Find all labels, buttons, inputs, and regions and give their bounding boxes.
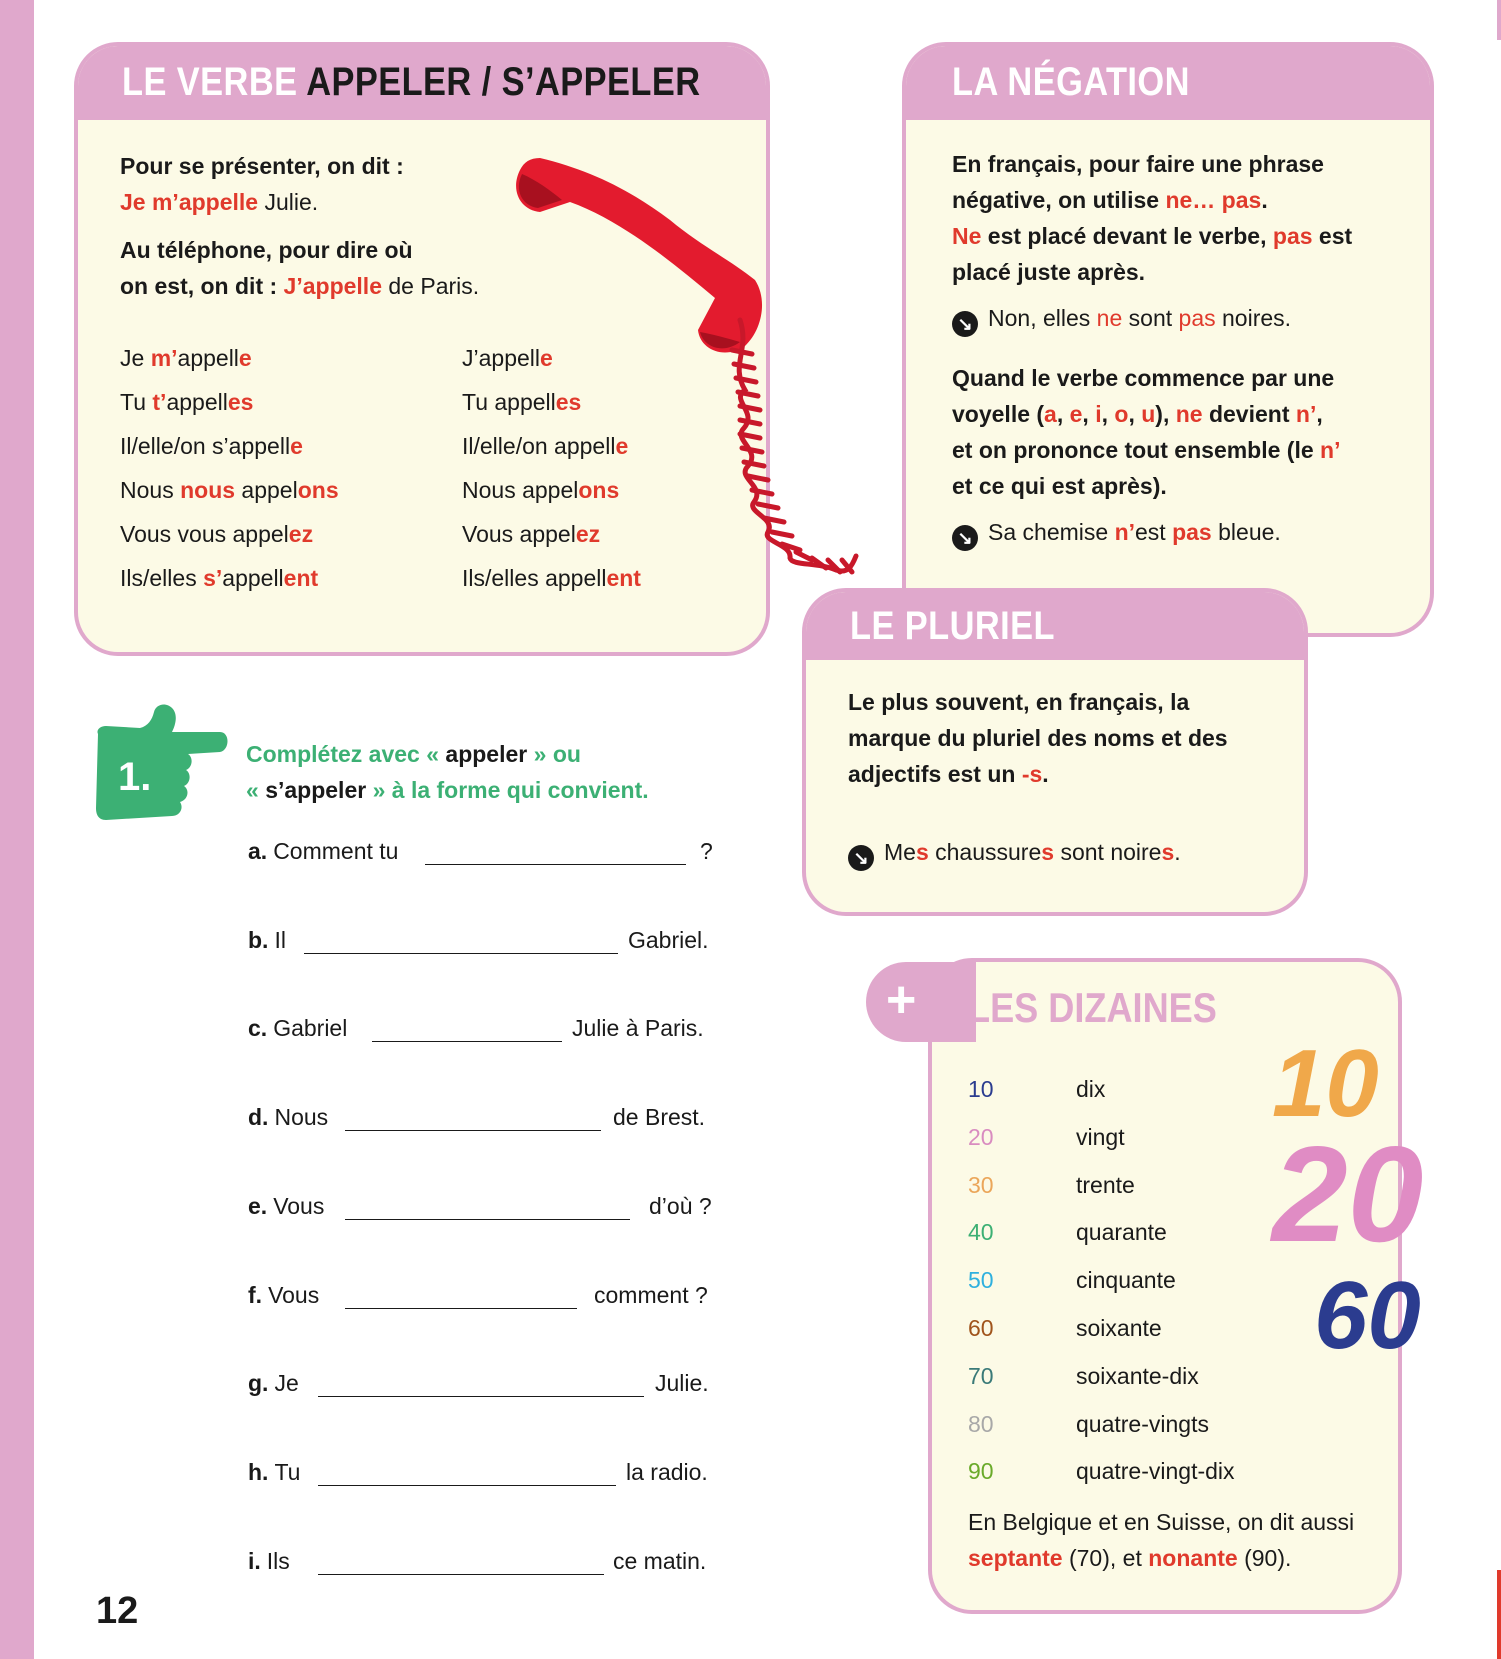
arrow-icon: ↘ bbox=[952, 525, 978, 551]
conjugation-row: Nous appelons bbox=[462, 477, 620, 503]
negation-example-2: ↘ Sa chemise n’est pas bleue. bbox=[952, 514, 1281, 551]
exercise-item-label: d. Nous bbox=[248, 1104, 329, 1131]
conjugation-row: Je m’appelle bbox=[120, 345, 252, 371]
exercise-item-label: a. Comment tu bbox=[248, 838, 399, 864]
conjugation-row: Vous vous appelez bbox=[120, 521, 314, 547]
pointing-hand-icon bbox=[92, 702, 230, 824]
conjugation-row: Vous appelez bbox=[462, 521, 601, 547]
conjugation-row: Il/elle/on appelle bbox=[462, 433, 629, 459]
exercise-item-label: f. Vous bbox=[248, 1281, 320, 1308]
big-number-10: 10 bbox=[1272, 1030, 1379, 1137]
verbe-box-title: LE VERBE APPELER / S’APPELER bbox=[122, 60, 701, 104]
telephone-cord-icon bbox=[732, 320, 856, 572]
conjugation-row: J’appelle bbox=[462, 345, 553, 371]
exercise-item-ending: d’où ? bbox=[649, 1192, 712, 1219]
dizaine-number: 40 bbox=[968, 1219, 994, 1246]
exercise-item-label: b. Il bbox=[248, 926, 286, 953]
verbe-intro-2: Au téléphone, pour dire où on est, on dit : J’appelle de Paris. bbox=[120, 237, 480, 299]
dizaine-word: soixante bbox=[1076, 1315, 1162, 1341]
dizaine-number: 60 bbox=[968, 1315, 994, 1341]
conjugation-row: Ils/elles appellent bbox=[462, 565, 641, 591]
dizaine-number: 50 bbox=[968, 1267, 994, 1294]
conjugation-row: Il/elle/on s’appelle bbox=[120, 433, 303, 459]
dizaine-number: 10 bbox=[968, 1076, 994, 1102]
negation-rule: En français, pour faire une phrase négative, on utilise ne… pas. Ne est placé devant le verbe, pas est placé juste après. bbox=[952, 151, 1353, 285]
exercise-item-ending: la radio. bbox=[626, 1458, 708, 1485]
dizaines-title: LES DIZAINES bbox=[968, 984, 1217, 1031]
negation-box bbox=[902, 42, 1434, 637]
big-number-20: 20 bbox=[1272, 1118, 1424, 1270]
exercise-number: 1. bbox=[118, 755, 152, 799]
conjugation-row: Tu t’appelles bbox=[120, 389, 254, 415]
answer-blank[interactable] bbox=[318, 1485, 616, 1486]
exercise-item-label: i. Ils bbox=[248, 1547, 290, 1574]
dizaine-number: 70 bbox=[968, 1362, 994, 1389]
dizaine-word: trente bbox=[1076, 1171, 1135, 1198]
pluriel-box bbox=[802, 588, 1308, 916]
left-margin-strip bbox=[0, 0, 34, 1659]
exercise-item-ending: comment ? bbox=[594, 1281, 708, 1308]
answer-blank[interactable] bbox=[345, 1130, 601, 1131]
exercise-item-ending: ? bbox=[700, 838, 713, 864]
verbe-box-header bbox=[78, 46, 766, 120]
big-number-60: 60 bbox=[1314, 1262, 1421, 1369]
plus-tab bbox=[866, 962, 976, 1042]
negation-vowel-rule: Quand le verbe commence par une voyelle (a, e, i, o, u), ne devient n’, et on prononce tout ensemble (le n’ et ce qui est après). bbox=[952, 365, 1341, 499]
exercise-item-label: g. Je bbox=[248, 1370, 299, 1397]
answer-blank[interactable] bbox=[345, 1308, 577, 1309]
dizaine-number: 90 bbox=[968, 1458, 994, 1485]
conjugation-row: Ils/elles s’appellent bbox=[120, 565, 319, 591]
dizaine-word: cinquante bbox=[1076, 1267, 1176, 1294]
dizaine-number: 30 bbox=[968, 1171, 994, 1198]
dizaines-note: En Belgique et en Suisse, on dit aussi septante (70), et nonante (90). bbox=[968, 1509, 1355, 1571]
answer-blank[interactable] bbox=[318, 1574, 604, 1575]
telephone-illustration bbox=[500, 150, 920, 590]
exercise-item-ending: Julie à Paris. bbox=[572, 1015, 704, 1042]
exercise-item-ending: Julie. bbox=[655, 1370, 709, 1397]
plus-icon: + bbox=[886, 971, 917, 1029]
exercise-item-ending: ce matin. bbox=[613, 1547, 707, 1574]
answer-blank[interactable] bbox=[372, 1041, 562, 1042]
negation-example-1: ↘ Non, elles ne sont pas noires. bbox=[952, 300, 1291, 337]
dizaine-number: 80 bbox=[968, 1410, 994, 1437]
dizaine-word: quatre-vingts bbox=[1076, 1410, 1209, 1437]
conjugation-row: Tu appelles bbox=[462, 389, 582, 415]
exercise-item-ending: de Brest. bbox=[613, 1104, 706, 1131]
exercise-item-ending: Gabriel. bbox=[628, 926, 709, 953]
answer-blank[interactable] bbox=[304, 953, 618, 954]
pluriel-box-title: LE PLURIEL bbox=[850, 604, 1055, 648]
exercise-instruction: Complétez avec « appeler » ou « s’appeler » à la forme qui convient. bbox=[246, 741, 649, 803]
dizaine-word: soixante-dix bbox=[1076, 1362, 1199, 1389]
negation-box-title: LA NÉGATION bbox=[952, 60, 1190, 104]
answer-blank[interactable] bbox=[318, 1396, 644, 1397]
dizaine-word: vingt bbox=[1076, 1123, 1125, 1150]
exercise-item-label: e. Vous bbox=[248, 1192, 325, 1219]
arrow-icon: ↘ bbox=[848, 845, 874, 871]
exercise-item-label: c. Gabriel bbox=[248, 1015, 348, 1042]
conjugation-row: Nous nous appelons bbox=[120, 477, 339, 503]
telephone-handset-icon bbox=[516, 158, 762, 353]
answer-blank[interactable] bbox=[425, 864, 686, 865]
exercise-item-label: h. Tu bbox=[248, 1458, 301, 1485]
right-edge-mark-red bbox=[1497, 1570, 1501, 1659]
pluriel-rule: Le plus souvent, en français, la marque du pluriel des noms et des adjectifs est un -s. bbox=[848, 689, 1228, 787]
pluriel-example: ↘ Mes chaussures sont noires. bbox=[848, 834, 1181, 871]
dizaine-word: dix bbox=[1076, 1076, 1106, 1102]
arrow-icon: ↘ bbox=[952, 311, 978, 337]
dizaine-number: 20 bbox=[968, 1123, 994, 1150]
answer-blank[interactable] bbox=[345, 1219, 630, 1220]
dizaine-word: quarante bbox=[1076, 1219, 1167, 1246]
verbe-intro-1: Pour se présenter, on dit : Je m’appelle Julie. bbox=[120, 153, 404, 215]
page-number: 12 bbox=[96, 1590, 139, 1632]
right-edge-mark bbox=[1497, 0, 1501, 40]
negation-box-header bbox=[906, 46, 1430, 120]
dizaine-word: quatre-vingt-dix bbox=[1076, 1458, 1235, 1485]
pluriel-box-header bbox=[806, 592, 1304, 660]
